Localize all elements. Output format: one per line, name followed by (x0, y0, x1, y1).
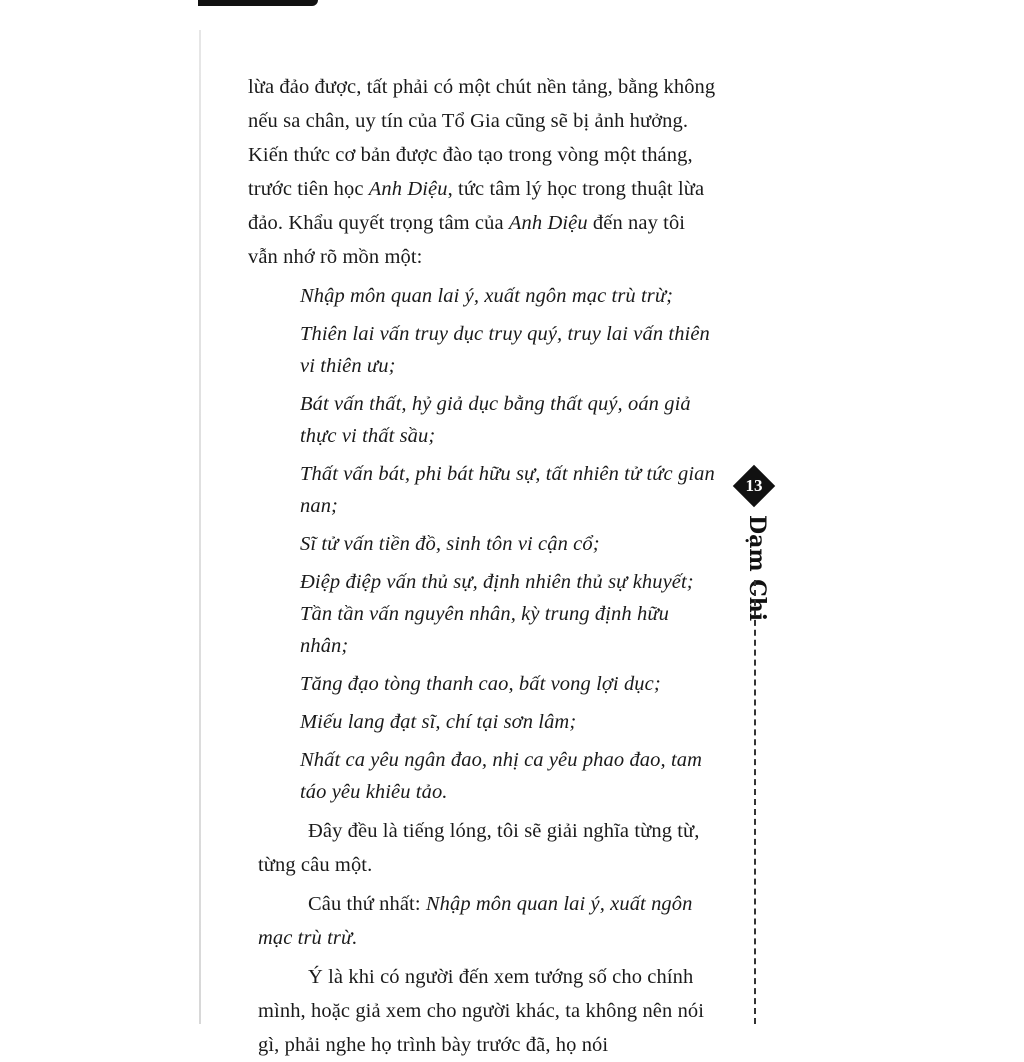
margin-dashed-line (754, 580, 756, 1024)
emphasis-quote: Nhập môn quan lai ý, xuất ngôn mạc trù trừ. (258, 893, 693, 949)
text-run: , tức tâm lý học trong thuật lừa đảo. Khẩu quyết trọng tâm của (248, 178, 705, 234)
page-edge-shadow (198, 0, 318, 6)
emphasis-term: Anh Diệu (508, 212, 588, 234)
verse-line: Sĩ tử vấn tiền đồ, sinh tôn vi cận cổ; (300, 533, 600, 555)
page-gutter-line (199, 30, 201, 1024)
verse-line: Nhập môn quan lai ý, xuất ngôn mạc trù trừ; (300, 285, 674, 307)
running-title: Dạm Chi (744, 515, 770, 622)
first-verse-paragraph (258, 887, 718, 955)
verse-line: Thất vấn bát, phi bát hữu sự, tất nhiên tử tức gian nan; (300, 463, 715, 517)
verse-line: Bát vấn thất, hỷ giả dục bằng thất quý, oán giả thực vi thất sầu; (300, 393, 691, 447)
body-text (248, 70, 718, 1062)
verse-line: Thiên lai vấn truy dục truy quý, truy lai vấn thiên vi thiên ưu; (300, 323, 710, 377)
verse-line: Điệp điệp vấn thủ sự, định nhiên thủ sự khuyết; Tần tần vấn nguyên nhân, kỳ trung định hữu nhân; (300, 571, 694, 657)
opening-paragraph (248, 70, 718, 274)
text-run: Câu thứ nhất: (308, 893, 426, 915)
verse-line: Nhất ca yêu ngân đao, nhị ca yêu phao đao, tam táo yêu khiêu tảo. (300, 749, 703, 803)
verse-line: Tăng đạo tòng thanh cao, bất vong lợi dục; (300, 673, 661, 695)
verse-block (248, 280, 718, 808)
verse-line: Miếu lang đạt sĩ, chí tại sơn lâm; (300, 711, 577, 733)
emphasis-term: Anh Diệu (368, 178, 448, 200)
text-run: đến nay tôi vẫn nhớ rõ mồn một: (248, 212, 686, 268)
page-number: 13 (745, 476, 763, 495)
explanation-paragraph: Đây đều là tiếng lóng, tôi sẽ giải nghĩa từng từ, từng câu một. (258, 820, 700, 876)
text-run: lừa đảo được, tất phải có một chút nền tảng, bằng không nếu sa chân, uy tín của Tổ Gia cũng sẽ bị ảnh hưởng. Kiến thức cơ bản được đào tạo trong vòng một tháng, trước tiên học (248, 76, 716, 200)
meaning-paragraph: Ý là khi có người đến xem tướng số cho chính mình, hoặc giả xem cho người khác, ta không nên nói gì, phải nghe họ trình bày trước đã, họ nói (258, 966, 705, 1056)
